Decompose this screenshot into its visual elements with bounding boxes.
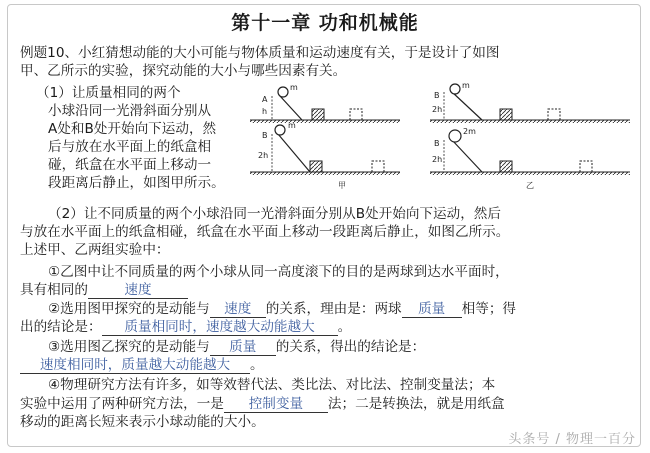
yi-bottom-setup <box>430 127 630 175</box>
q4-answer: 控制变量 <box>224 396 328 413</box>
jia-top-setup <box>250 83 400 123</box>
part2-line-3: 上述甲、乙两组实验中： <box>20 242 170 258</box>
q3-line-1 <box>48 338 425 356</box>
part1-line-4: 后与放在水平面上的纸盒相 <box>48 139 212 155</box>
part1-line-6: 段距离后静止，如图甲所示。 <box>48 175 225 191</box>
q4-suffix: 法；二是转换法，就是用纸盒 <box>327 396 505 412</box>
figure-yi <box>430 82 630 190</box>
q2-suffix: 相等；得 <box>461 301 517 317</box>
label-2h-yi-bottom: 2h <box>432 155 443 164</box>
part1-line-1: （1）让质量相同的两个 <box>36 85 181 101</box>
ball-2m-icon <box>449 130 461 142</box>
q2-prefix: ②选用图甲探究的是动能与 <box>48 301 210 317</box>
q2-line-1 <box>48 300 516 318</box>
q3-prefix: ③选用图乙探究的是动能与 <box>48 339 210 355</box>
q3-suffix-2: 。 <box>250 357 264 373</box>
label-m-bottom: m <box>288 121 296 130</box>
label-m-yi: m <box>462 82 470 90</box>
watermark: 头条号 / 物理一百分 <box>508 432 636 447</box>
part1-line-3: A处和B处开始向下运动，然 <box>48 121 217 137</box>
paper-box-icon <box>500 109 512 120</box>
intro-line-1: 例题10、小红猜想动能的大小可能与物体质量和运动速度有关，于是设计了如图 <box>20 45 500 61</box>
ball-m-icon <box>278 87 288 97</box>
label-yi: 乙 <box>526 181 534 190</box>
q3-suffix: 的关系，得出的结论是： <box>275 339 426 355</box>
q1-prefix: 具有相同的 <box>20 282 88 298</box>
label-m-top: m <box>290 83 298 92</box>
part1-line-5: 碰，纸盒在水平面上移动一 <box>48 157 212 173</box>
figure-jia <box>250 83 400 190</box>
label-B-yi-bottom: B <box>434 139 440 148</box>
part1-line-2: 小球沿同一光滑斜面分别从 <box>48 103 212 119</box>
ball-m-icon <box>275 125 285 135</box>
experiment-figure <box>250 82 635 190</box>
jia-bottom-setup <box>250 121 400 175</box>
paper-box-icon <box>500 161 512 172</box>
paper-box-icon <box>310 161 322 172</box>
q1-line-2 <box>20 281 188 299</box>
q2-answer-1: 速度 <box>210 301 266 318</box>
q1-answer: 速度 <box>88 282 188 299</box>
q1-line-1: ①乙图中让不同质量的两个小球从同一高度滚下的目的是两球到达水平面时， <box>48 264 509 280</box>
q3-answer-1: 质量 <box>210 339 276 356</box>
label-2h: 2h <box>258 151 269 160</box>
q2-answer-3: 质量相同时，速度越大动能越大 <box>102 319 338 336</box>
label-h: h <box>262 107 268 116</box>
q2-suffix-2: 。 <box>337 319 352 335</box>
part2-line-1: （2）让不同质量的两个小球沿同一光滑斜面分别从B处开始向下运动，然后 <box>48 206 501 222</box>
q2-middle: 的关系，理由是：两球 <box>265 301 402 317</box>
q2-line-2 <box>20 318 351 336</box>
part2-line-2: 与放在水平面上的纸盒相碰，纸盒在水平面上移动一段距离后静止，如图乙所示。 <box>20 224 510 240</box>
intro-line-2: 甲、乙所示的实验，探究动能的大小与哪些因素有关。 <box>20 63 347 79</box>
q4-line-3: 移动的距离长短来表示小球动能的大小。 <box>20 414 265 430</box>
label-B: B <box>262 131 268 140</box>
ball-m-icon <box>450 84 460 94</box>
q4-prefix: 实验中运用了两种研究方法，一是 <box>20 396 224 412</box>
q2-prefix-2: 出的结论是： <box>20 319 102 335</box>
q3-line-2 <box>20 356 264 374</box>
label-jia: 甲 <box>338 181 346 190</box>
label-2h-yi-top: 2h <box>432 105 443 114</box>
chapter-title: 第十一章 功和机械能 <box>231 12 419 34</box>
yi-top-setup <box>430 82 630 123</box>
q4-line-1: ④物理研究方法有许多，如等效替代法、类比法、对比法、控制变量法；本 <box>48 377 496 393</box>
paper-box-icon <box>312 109 324 120</box>
q4-line-2 <box>20 395 505 413</box>
label-B-yi-top: B <box>434 91 440 100</box>
label-A: A <box>262 95 268 104</box>
label-2m: 2m <box>463 127 476 136</box>
q2-answer-2: 质量 <box>402 301 462 318</box>
q3-answer-2: 速度相同时，质量越大动能越大 <box>20 357 250 374</box>
